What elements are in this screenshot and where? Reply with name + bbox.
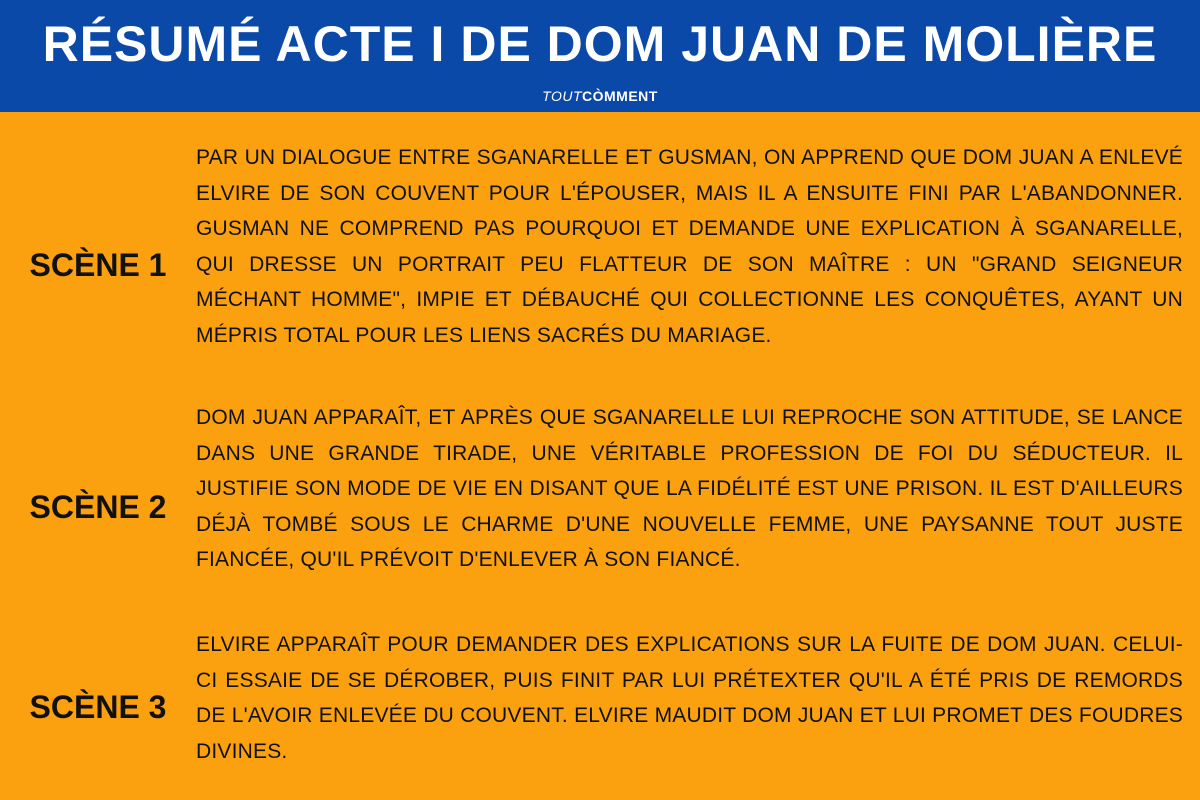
scene-3-label: SCÈNE 3 [29,689,167,725]
page-title: RÉSUMÉ ACTE I DE DOM JUAN DE MOLIÈRE [42,16,1158,72]
toutcomment-logo [0,87,1200,105]
scene-2-summary: DOM JUAN APPARAÎT, ET APRÈS QUE SGANARELLE LUI REPROCHE SON ATTITUDE, SE LANCE DANS UNE GRANDE TIRADE, UNE VÉRITABLE PROFESSION DE FOI DU SÉDUCTEUR. IL JUSTIFIE SON MODE DE VIE EN DISANT QUE LA FIDÉLITÉ EST UNE PRISON. IL EST D'AILLEURS DÉJÀ TOMBÉ SOUS LE CHARME D'UNE NOUVELLE FEMME, UNE PAYSANNE TOUT JUSTE FIANCÉE, QU'IL PRÉVOIT D'ENLEVER À SON FIANCÉ. [196,406,1183,571]
scene-1-summary: PAR UN DIALOGUE ENTRE SGANARELLE ET GUSMAN, ON APPREND QUE DOM JUAN A ENLEVÉ ELVIRE DE SON COUVENT POUR L'ÉPOUSER, MAIS IL A ENSUITE FINI PAR L'ABANDONNER. GUSMAN NE COMPREND PAS POURQUOI ET DEMANDE UNE EXPLICATION À SGANARELLE, QUI DRESSE UN PORTRAIT PEU FLATTEUR DE SON MAÎTRE : UN "GRAND SEIGNEUR MÉCHANT HOMME", IMPIE ET DÉBAUCHÉ QUI COLLECTIONNE LES CONQUÊTES, AYANT UN MÉPRIS TOTAL POUR LES LIENS SACRÉS DU MARIAGE. [196,146,1183,347]
logo-tout-text: TOUT [542,88,583,104]
logo-comment-text: CÒMMENT [582,88,658,104]
header-banner [0,0,1200,112]
scene-2-label: SCÈNE 2 [29,489,167,525]
scene-1-label: SCÈNE 1 [29,247,167,283]
scene-3-summary: ELVIRE APPARAÎT POUR DEMANDER DES EXPLICATIONS SUR LA FUITE DE DOM JUAN. CELUI-CI ESSAIE DE SE DÉROBER, PUIS FINIT PAR LUI PRÉTEXTER QU'IL A ÉTÉ PRIS DE REMORDS DE L'AVOIR ENLEVÉE DU COUVENT. ELVIRE MAUDIT DOM JUAN ET LUI PROMET DES FOUDRES DIVINES. [196,633,1183,763]
